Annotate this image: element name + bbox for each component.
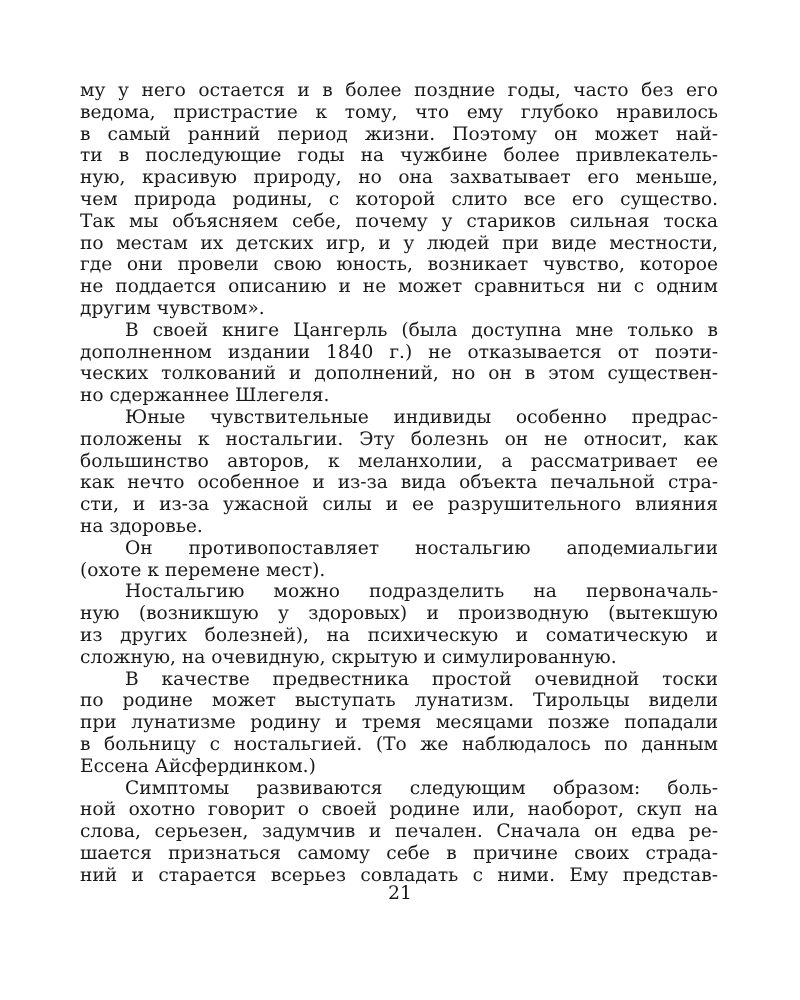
- text-line: слова, серьезен, задумчив и печален. Сначала он едва ре-: [80, 821, 718, 843]
- text-line: где они провели свою юность, возникает чувство, которое: [80, 254, 718, 276]
- paragraph-first-line: Ностальгию можно подразделить на первоначаль-: [125, 581, 718, 603]
- page-number: 21: [388, 883, 412, 904]
- text-line: ную, красивую природу, но она захватывает его меньше,: [80, 167, 718, 189]
- text-line: при лунатизме родину и тремя месяцами позже попадали: [80, 712, 718, 734]
- text-line: сложную, на очевидную, скрытую и симулированную.: [80, 646, 617, 668]
- text-line: ную (возникшую у здоровых) и производную (вытекшую: [80, 603, 718, 625]
- text-line: в самый ранний период жизни. Поэтому он может най-: [80, 123, 718, 145]
- text-line: Так мы объясняем себе, почему у стариков сильная тоска: [80, 210, 718, 232]
- paragraph-first-line: В своей книге Цангерль (была доступна мне только в: [125, 319, 718, 341]
- text-line: ти в последующие годы на чужбине более привлекатель-: [80, 145, 718, 167]
- text-line: другим чувством».: [80, 297, 265, 319]
- text-line: шается признаться самому себе в причине своих страда-: [80, 842, 718, 864]
- text-line: му у него остается и в более поздние годы, часто без его: [80, 80, 718, 101]
- text-line: в больницу с ностальгией. (То же наблюдалось по данным: [80, 733, 718, 755]
- text-line: (охоте к перемене мест).: [80, 559, 326, 581]
- text-line: как нечто особенное и из-за вида объекта печальной стра-: [80, 472, 718, 494]
- text-line: из других болезней), на психическую и соматическую и: [80, 624, 718, 646]
- text-line: на здоровье.: [80, 515, 203, 537]
- paragraph-first-line: Он противопоставляет ностальгию аподемиальгии: [125, 537, 718, 559]
- body-text: [80, 80, 718, 886]
- text-line: ний и старается всерьез совладать с ними. Ему представ-: [80, 864, 718, 886]
- text-line: ческих толкований и дополнений, но он в этом существен-: [80, 363, 718, 385]
- text-line: большинство авторов, к меланхолии, а рассматривает ее: [80, 450, 718, 472]
- text-line: по местам их детских игр, и у людей при виде местности,: [80, 232, 718, 254]
- text-line: ведома, пристрастие к тому, что ему глубоко нравилось: [80, 101, 718, 123]
- text-line: но сдержаннее Шлегеля.: [80, 385, 330, 407]
- text-line: не поддается описанию и не может сравниться ни с одним: [80, 276, 718, 298]
- text-line: положены к ностальгии. Эту болезнь он не относит, как: [80, 428, 718, 450]
- text-line: по родине может выступать лунатизм. Тирольцы видели: [80, 690, 718, 712]
- text-line: чем природа родины, с которой слито все его существо.: [80, 188, 718, 210]
- text-line: дополненном издании 1840 г.) не отказывается от поэти-: [80, 341, 718, 363]
- text-line: Ессена Айсфердинком.): [80, 755, 316, 777]
- text-line: сти, и из-за ужасной силы и ее разрушительного влияния: [80, 494, 718, 516]
- paragraph-first-line: Симптомы развиваются следующим образом: боль-: [125, 777, 718, 799]
- paragraph-first-line: Юные чувствительные индивиды особенно предрас-: [125, 406, 718, 428]
- paragraph-first-line: В качестве предвестника простой очевидной тоски: [125, 668, 718, 690]
- text-line: ной охотно говорит о своей родине или, наоборот, скуп на: [80, 799, 718, 821]
